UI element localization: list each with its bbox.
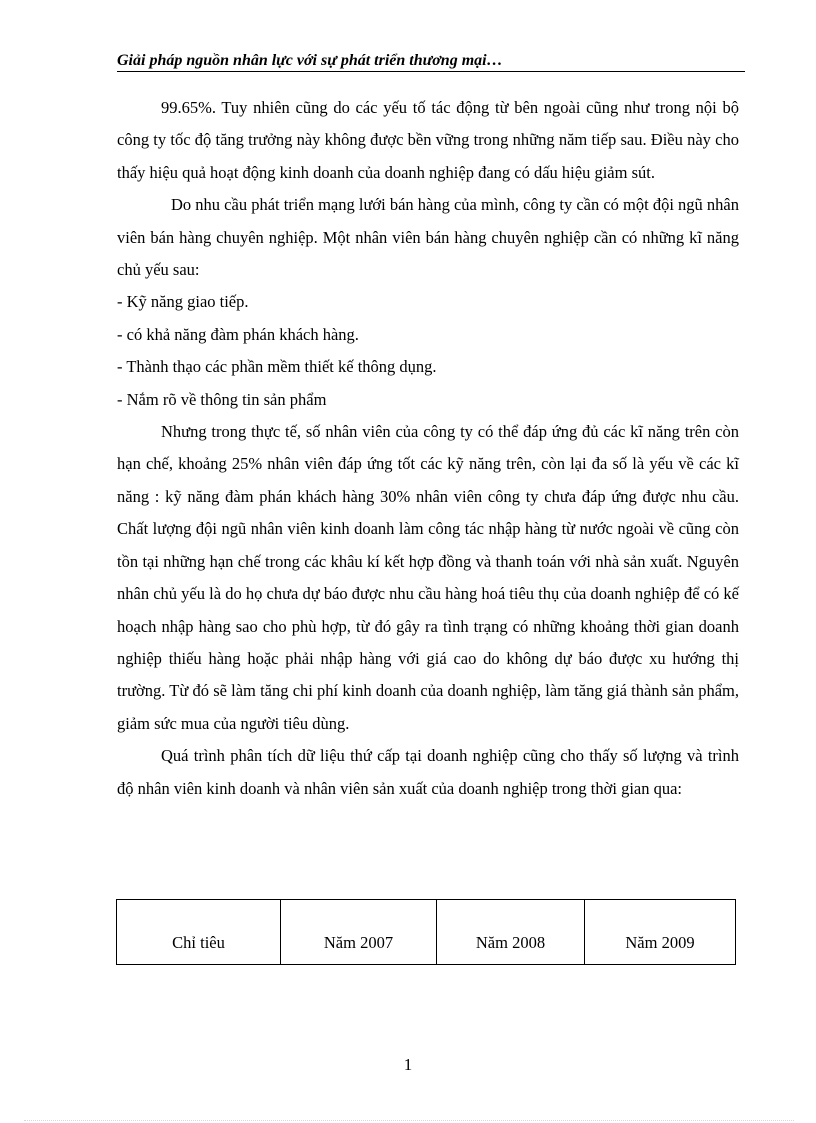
paragraph: Nhưng trong thực tế, số nhân viên của công ty có thể đáp ứng đủ các kĩ năng trên còn hạn chế, khoảng 25% nhân viên đáp ứng tốt các kỹ năng trên, còn lại đa số là yếu về các kĩ năng : kỹ năng đàm phán khách hàng 30% nhân viên công ty chưa đáp ứng được nhu cầu. Chất lượng đội ngũ nhân viên kinh doanh làm công tác nhập hàng từ nước ngoài về cũng còn tồn tại những hạn chế trong các khâu kí kết hợp đồng và thanh toán với nhà sản xuất. Nguyên nhân chủ yếu là do họ chưa dự báo được nhu cầu hàng hoá tiêu thụ của doanh nghiệp để có kế hoạch nhập hàng sao cho phù hợp, từ đó gây ra tình trạng có những khoảng thời gian doanh nghiệp thiếu hàng hoặc phải nhập hàng với giá cao do không dự báo được xu hướng thị trường. Từ đó sẽ làm tăng chi phí kinh doanh của doanh nghiệp, làm tăng giá thành sản phẩm, giảm sức mua của người tiêu dùng. xyxy=(117,422,739,733)
list-item: - Nắm rõ về thông tin sản phẩm xyxy=(117,389,327,409)
body-text xyxy=(117,92,739,805)
staff-table xyxy=(116,899,736,965)
table-header-cell: Năm 2008 xyxy=(437,900,585,965)
page-number: 1 xyxy=(403,1055,413,1074)
paragraph: Quá trình phân tích dữ liệu thứ cấp tại doanh nghiệp cũng cho thấy số lượng và trình độ nhân viên kinh doanh và nhân viên sản xuất của doanh nghiệp trong thời gian qua: xyxy=(117,746,739,798)
table-header-cell: Năm 2009 xyxy=(585,900,736,965)
list-item: - Kỹ năng giao tiếp. xyxy=(117,292,249,312)
paragraph: 99.65%. Tuy nhiên cũng do các yếu tố tác động từ bên ngoài cũng như trong nội bộ công ty tốc độ tăng trưởng này không được bền vững trong những năm tiếp sau. Điều này cho thấy hiệu quả hoạt động kinh doanh của doanh nghiệp đang có dấu hiệu giảm sút. xyxy=(117,98,739,182)
paragraph: Do nhu cầu phát triển mạng lưới bán hàng của mình, công ty cần có một đội ngũ nhân viên bán hàng chuyên nghiệp. Một nhân viên bán hàng chuyên nghiệp cần có những kĩ năng chủ yếu sau: xyxy=(117,195,739,280)
table-header-cell: Năm 2007 xyxy=(281,900,437,965)
list-item: - Thành thạo các phần mềm thiết kế thông dụng. xyxy=(117,357,437,377)
running-header: Giải pháp nguồn nhân lực với sự phát triển thương mại… xyxy=(117,51,745,72)
table-header-row xyxy=(117,900,736,965)
table-header-cell: Chỉ tiêu xyxy=(117,900,281,965)
list-item: - có khả năng đàm phán khách hàng. xyxy=(117,324,359,344)
page-boundary-divider xyxy=(24,1120,794,1121)
